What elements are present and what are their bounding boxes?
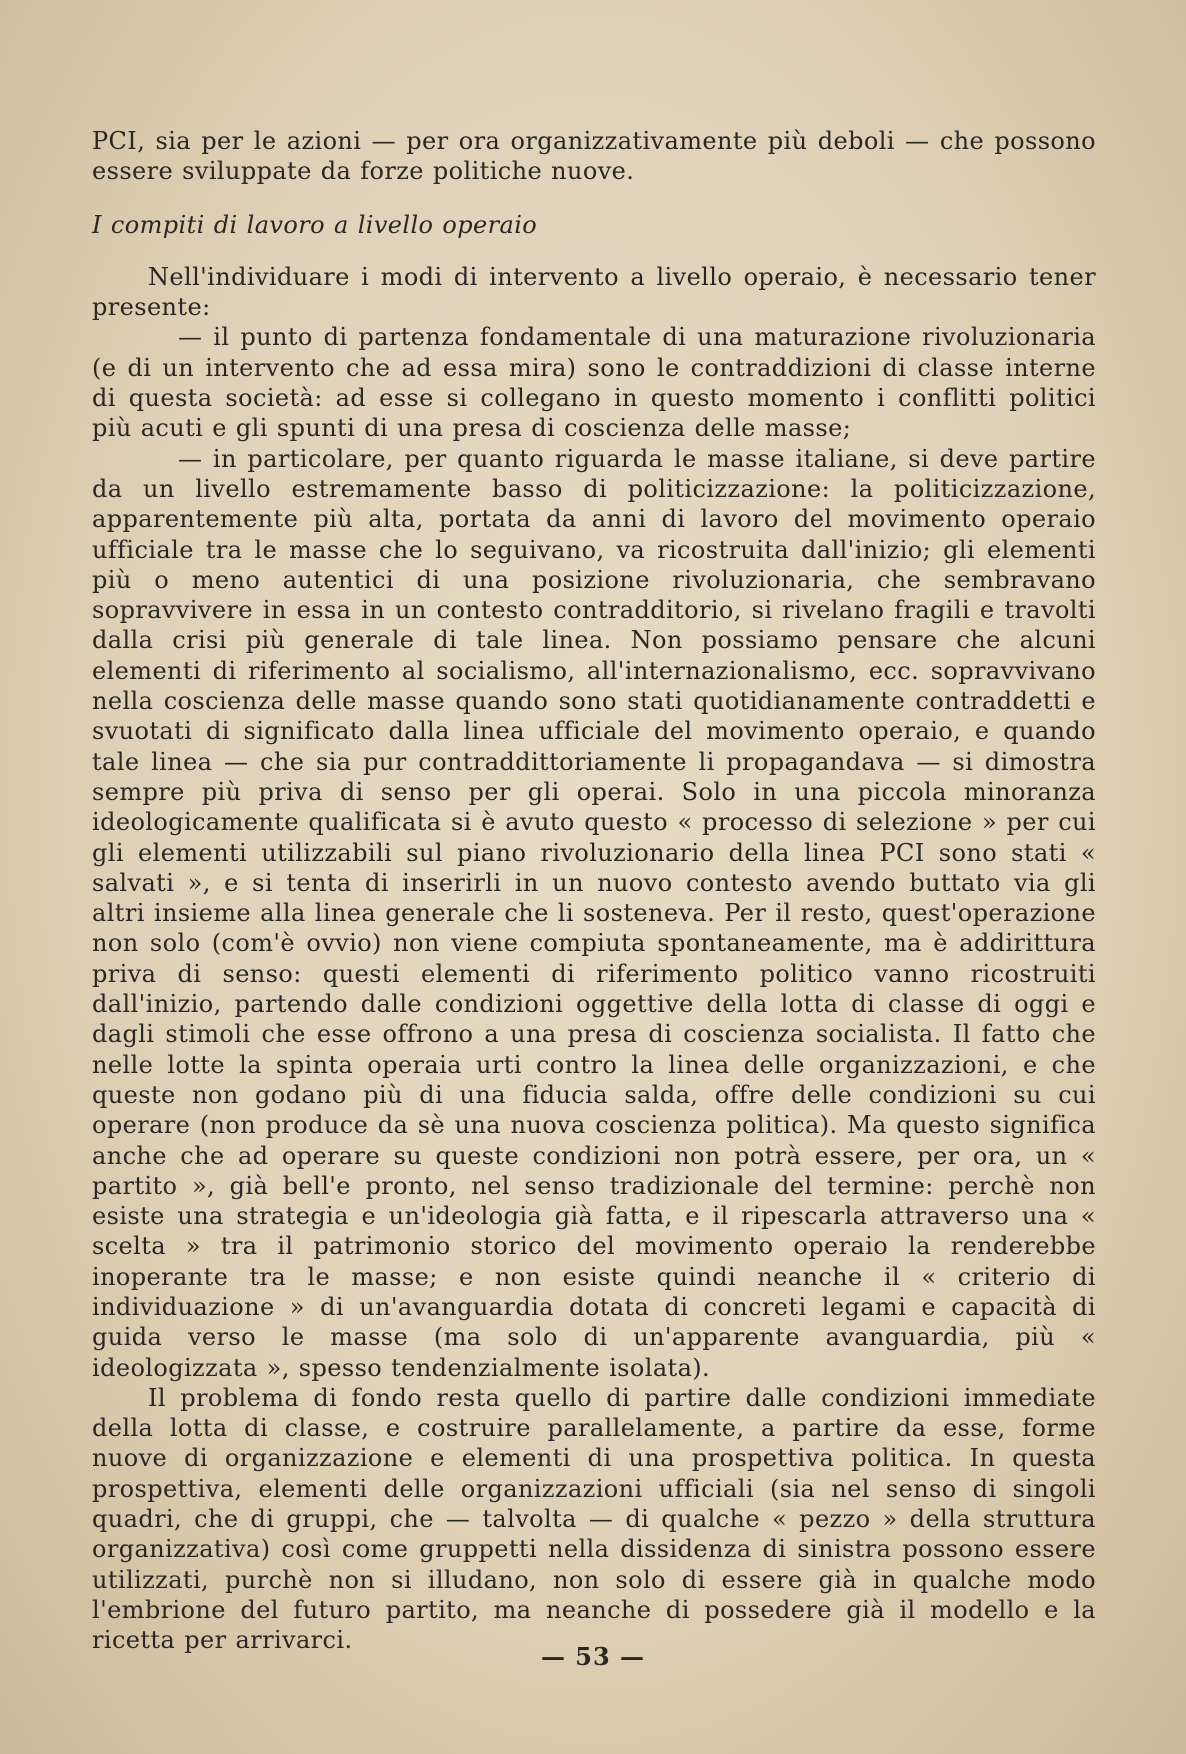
paragraph-dash-point-1: — il punto di partenza fondamentale di una maturazione rivoluzionaria (e di un intervento che ad essa mira) sono le contraddizioni di classe interne di questa società: ad esse si collegano in questo momento i conflitti politici più acuti e gli spunti di una presa di coscienza delle masse; — [92, 323, 1096, 443]
page-number: — 53 — — [540, 1642, 646, 1671]
section-heading: I compiti di lavoro a livello operaio — [92, 210, 538, 239]
paragraph-intro: Nell'individuare i modi di intervento a livello operaio, è necessario tener presente: — [92, 262, 1096, 322]
paragraph-conclusion: Il problema di fondo resta quello di partire dalle condizioni immediate della lotta di classe, e costruire parallelamente, a partire da esse, forme nuove di organizzazione e elementi di una prospettiva politica. In questa prospettiva, elementi delle organizzazioni ufficiali (sia nel senso di singoli quadri, che di gruppi, che — talvolta — di qualche « pezzo » della struttura organizzativa) così come gruppetti nella dissidenza di sinistra possono essere utilizzati, purchè non si illudano, non solo di essere già in qualche modo l'embrione del futuro partito, ma neanche di possedere già il modello e la ricetta per arrivarci. — [92, 1383, 1096, 1655]
opening-paragraph: PCI, sia per le azioni — per ora organizzativamente più deboli — che possono essere sviluppate da forze politiche nuove. — [92, 127, 1096, 186]
page-body — [92, 126, 1096, 1656]
paragraph-dash-point-2: — in particolare, per quanto riguarda le masse italiane, si deve partire da un livello estremamente basso di politicizzazione: la politicizzazione, apparentemente più alta, portata da anni di lavoro del movimento operaio ufficiale tra le masse che lo seguivano, va ricostruita dall'inizio; gli elementi più o meno autentici di una posizione rivoluzionaria, che sembravano sopravvivere in essa in un contesto contradditorio, si rivelano fragili e travolti dalla crisi più generale di tale linea. Non possiamo pensare che alcuni elementi di riferimento al socialismo, all'internazionalismo, ecc. sopravvivano nella coscienza delle masse quando sono stati quotidianamente contraddetti e svuotati di significato dalla linea ufficiale del movimento operaio, e quando tale linea — che sia pur contraddittoriamente li propagandava — si dimostra sempre più priva di senso per gli operai. Solo in una piccola minoranza ideologicamente qualificata si è avuto questo « processo di selezione » per cui gli elementi utilizzabili sul piano rivoluzionario della linea PCI sono stati « salvati », e si tenta di inserirli in un nuovo contesto avendo buttato via gli altri insieme alla linea generale che li sosteneva. Per il resto, quest'operazione non solo (com'è ovvio) non viene compiuta spontaneamente, ma è addirittura priva di senso: questi elementi di riferimento politico vanno ricostruiti dall'inizio, partendo dalle condizioni oggettive della lotta di classe di oggi e dagli stimoli che esse offrono a una presa di coscienza socialista. Il fatto che nelle lotte la spinta operaia urti contro la linea delle organizzazioni, e che queste non godano più di una fiducia salda, offre delle condizioni su cui operare (non produce da sè una nuova coscienza politica). Ma questo significa anche che ad operare su queste condizioni non potrà essere, per ora, un « partito », già bell'e pronto, nel senso tradizionale del termine: perchè non esiste una strategia e un'ideologia già fatta, e il ripescarla attraverso una « scelta » tra il patrimonio storico del movimento operaio la renderebbe inoperante tra le masse; e non esiste quindi neanche il « criterio di individuazione » di un'avanguardia dotata di concreti legami e capacità di guida verso le masse (ma solo di un'apparente avanguardia, più « ideologizzata », spesso tendenzialmente isolata). — [92, 444, 1096, 1382]
